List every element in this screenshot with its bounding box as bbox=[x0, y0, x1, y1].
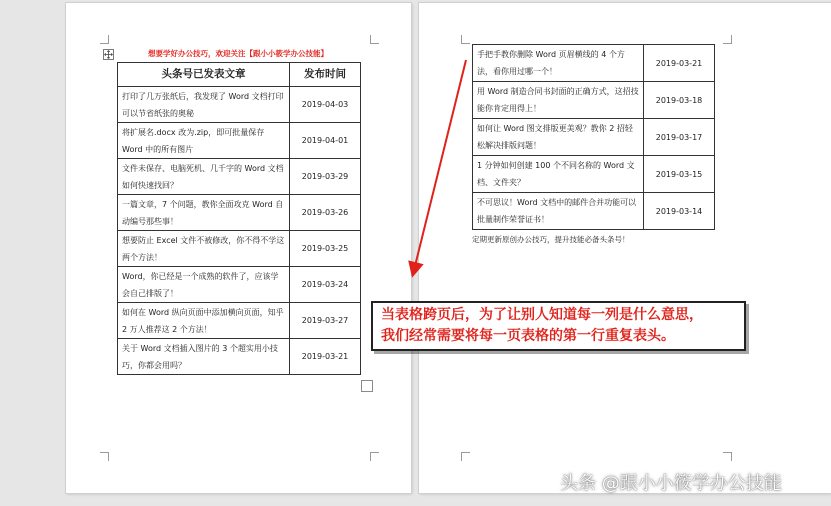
publish-date-cell[interactable]: 2019-03-15 bbox=[644, 156, 715, 193]
publish-date-cell[interactable]: 2019-04-01 bbox=[290, 123, 361, 159]
article-title-cell[interactable]: 关于 Word 文档插入图片的 3 个超实用小技巧，你都会用吗？ bbox=[118, 339, 290, 375]
margin-corner-mark bbox=[461, 35, 470, 44]
publish-date-cell[interactable]: 2019-03-14 bbox=[644, 193, 715, 230]
articles-table-page-2[interactable] bbox=[472, 44, 715, 230]
publish-date-cell[interactable]: 2019-03-27 bbox=[290, 303, 361, 339]
footer-note-text: 定期更新原创办公技巧，提升技能必备头条号！ bbox=[472, 235, 630, 244]
table-row bbox=[473, 82, 715, 119]
margin-corner-mark bbox=[100, 35, 109, 44]
publish-date-cell[interactable]: 2019-03-17 bbox=[644, 119, 715, 156]
table-header-row bbox=[118, 63, 361, 87]
publish-date-cell[interactable]: 2019-03-29 bbox=[290, 159, 361, 195]
table-row bbox=[118, 303, 361, 339]
article-title-cell[interactable]: 1 分钟如何创建 100 个不同名称的 Word 文档、文件夹？ bbox=[473, 156, 644, 193]
watermark-text: 头条 @跟小小筱学办公技能 bbox=[560, 473, 782, 494]
publish-date-cell[interactable]: 2019-03-21 bbox=[644, 45, 715, 82]
table-row bbox=[118, 87, 361, 123]
article-title-cell[interactable]: 文件未保存、电脑死机、几千字的 Word 文档如何快速找回？ bbox=[118, 159, 290, 195]
article-title-cell[interactable]: 不可思议！Word 文档中的邮件合并功能可以批量制作荣誉证书！ bbox=[473, 193, 644, 230]
promo-banner-text: 想要学好办公技巧，欢迎关注【跟小小筱学办公技能】 bbox=[148, 49, 328, 58]
table-row bbox=[473, 193, 715, 230]
article-title-cell[interactable]: Word，你已经是一个成熟的软件了，应该学会自己排版了！ bbox=[118, 267, 290, 303]
publish-date-cell[interactable]: 2019-03-21 bbox=[290, 339, 361, 375]
table-row bbox=[473, 119, 715, 156]
margin-corner-mark bbox=[723, 452, 732, 461]
table-row bbox=[118, 195, 361, 231]
article-title-cell[interactable]: 打印了几万张纸后，我发现了 Word 文档打印可以节省纸张的奥秘 bbox=[118, 87, 290, 123]
callout-line-2: 我们经常需要将每一页表格的第一行重复表头。 bbox=[381, 328, 675, 344]
article-title-cell[interactable]: 如何让 Word 图文排版更美观？教你 2 招轻松解决排版问题！ bbox=[473, 119, 644, 156]
table-row bbox=[118, 123, 361, 159]
article-title-cell[interactable]: 手把手教你删除 Word 页眉横线的 4 个方法，看你用过哪一个！ bbox=[473, 45, 644, 82]
table-row bbox=[118, 159, 361, 195]
header-publish-date[interactable]: 发布时间 bbox=[290, 63, 361, 87]
margin-corner-mark bbox=[461, 452, 470, 461]
table-row bbox=[118, 267, 361, 303]
margin-corner-mark bbox=[370, 452, 379, 461]
table-row bbox=[118, 339, 361, 375]
table-row bbox=[473, 45, 715, 82]
table-move-handle-icon[interactable] bbox=[103, 49, 114, 60]
publish-date-cell[interactable]: 2019-04-03 bbox=[290, 87, 361, 123]
article-title-cell[interactable]: 如何在 Word 纵向页面中添加横向页面，知乎 2 万人推荐这 2 个方法！ bbox=[118, 303, 290, 339]
publish-date-cell[interactable]: 2019-03-26 bbox=[290, 195, 361, 231]
publish-date-cell[interactable]: 2019-03-25 bbox=[290, 231, 361, 267]
article-title-cell[interactable]: 一篇文章，7 个问题，教你全面攻克 Word 自动编号那些事！ bbox=[118, 195, 290, 231]
articles-table-page-1[interactable] bbox=[117, 62, 361, 375]
callout-line-1: 当表格跨页后，为了让别人知道每一列是什么意思， bbox=[381, 307, 703, 323]
annotation-callout-box bbox=[371, 301, 746, 351]
table-row bbox=[473, 156, 715, 193]
table-resize-handle[interactable] bbox=[361, 380, 373, 392]
article-title-cell[interactable]: 用 Word 制造合同书封面的正确方式，这招技能你肯定用得上！ bbox=[473, 82, 644, 119]
margin-corner-mark bbox=[100, 452, 109, 461]
article-title-cell[interactable]: 将扩展名.docx 改为.zip，即可批量保存 Word 中的所有图片 bbox=[118, 123, 290, 159]
table-row bbox=[118, 231, 361, 267]
publish-date-cell[interactable]: 2019-03-18 bbox=[644, 82, 715, 119]
margin-corner-mark bbox=[723, 35, 732, 44]
margin-corner-mark bbox=[370, 35, 379, 44]
publish-date-cell[interactable]: 2019-03-24 bbox=[290, 267, 361, 303]
header-article-title[interactable]: 头条号已发表文章 bbox=[118, 63, 290, 87]
article-title-cell[interactable]: 想要防止 Excel 文件不被修改，你不得不学这两个方法！ bbox=[118, 231, 290, 267]
